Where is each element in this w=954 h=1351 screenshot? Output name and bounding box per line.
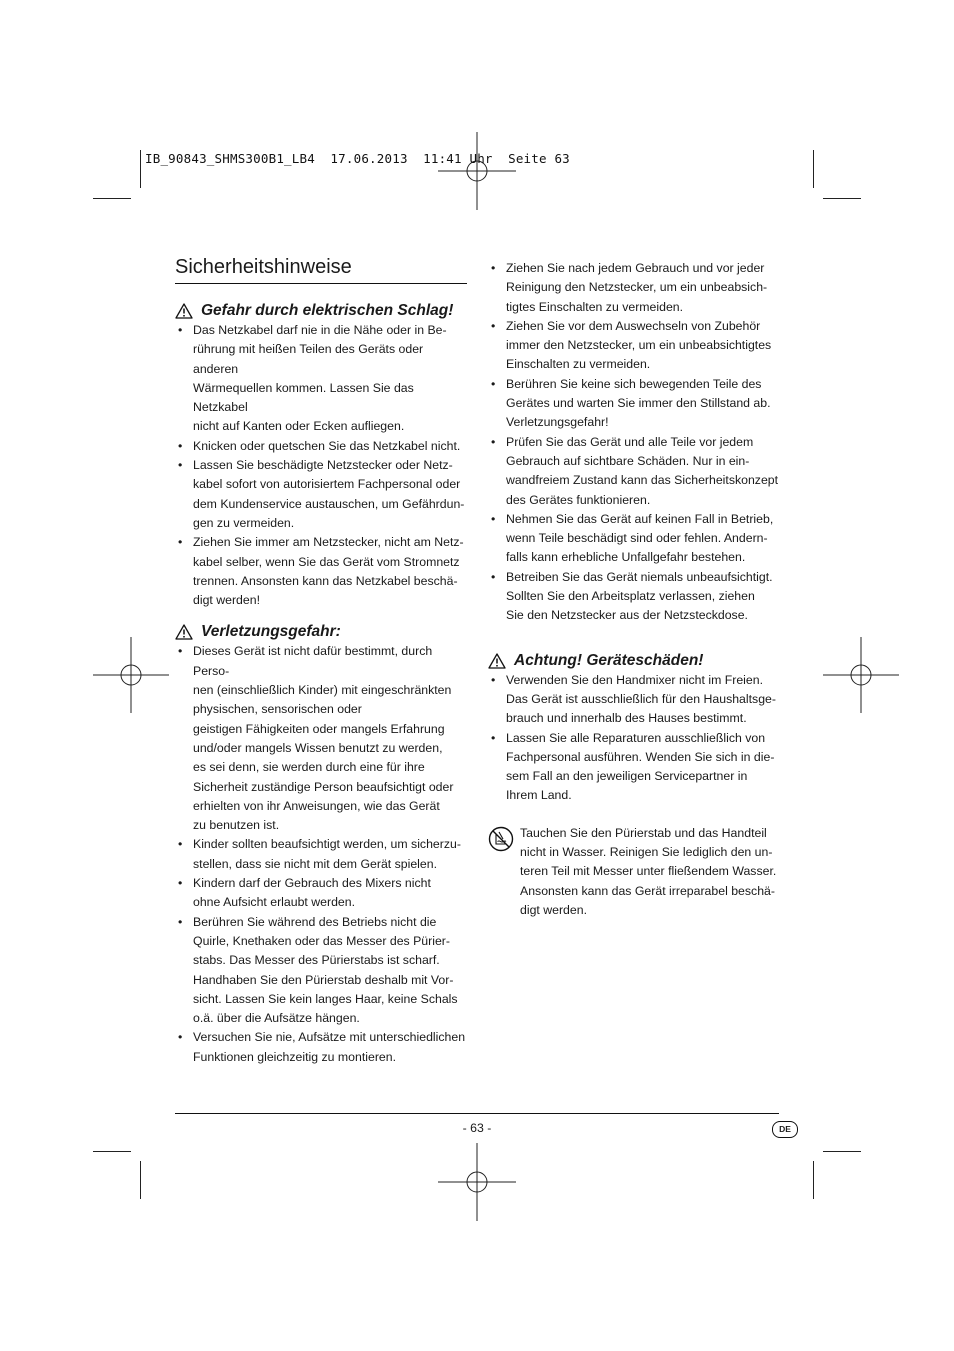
warning-triangle-icon	[175, 303, 193, 319]
list-item: • Ziehen Sie nach jedem Gebrauch und vor jeder Reinigung den Netzstecker, um ein unbeabsich- tigtes Einschalten zu vermeiden.	[488, 259, 780, 317]
page-title: Sicherheitshinweise	[175, 255, 467, 284]
registration-mark-icon	[438, 1143, 516, 1221]
warning-triangle-icon	[175, 624, 193, 640]
registration-mark-icon	[823, 637, 899, 713]
section-heading-text: Achtung! Geräteschäden!	[514, 651, 704, 669]
left-column	[175, 255, 467, 1067]
crop-mark	[140, 1161, 141, 1199]
crop-mark	[823, 198, 861, 199]
list-item: • Dieses Gerät ist nicht dafür bestimmt, durch Perso- nen (einschließlich Kinder) mit eingeschränkten physischen, sensorischen oder geistigen Fähigkeiten oder mangels Erfahrung und/oder mangels Wissen benutzt zu werden, es sei denn, sie werden durch eine für ihre Sicherheit zuständige Person beaufsichtigt oder erhielten von ihr Anweisungen, wie das Gerät zu benutzen ist.	[175, 642, 467, 835]
list-injury	[175, 642, 467, 1067]
crop-mark	[813, 150, 814, 188]
list-electric-shock	[175, 321, 467, 610]
list-item: • Betreiben Sie das Gerät niemals unbeaufsichtigt. Sollten Sie den Arbeitsplatz verlassen, ziehen Sie den Netzstecker aus der Netzsteckdose.	[488, 568, 780, 626]
footer-rule	[175, 1113, 779, 1114]
list-item: • Prüfen Sie das Gerät und alle Teile vor jedem Gebrauch auf sichtbare Schäden. Nur in ein- wandfreiem Zustand kann das Sicherheitskonzept des Gerätes funktionieren.	[488, 433, 780, 510]
page-number: - 63 -	[462, 1121, 492, 1135]
list-device-damage	[488, 671, 780, 806]
warning-triangle-icon	[488, 653, 506, 669]
print-slug: IB_90843_SHMS300B1_LB4 17.06.2013 11:41 Uhr Seite 63	[145, 151, 570, 166]
list-general	[488, 259, 780, 626]
no-water-immersion-icon	[488, 826, 514, 852]
registration-mark-icon	[438, 132, 516, 210]
section-heading-text: Gefahr durch elektrischen Schlag!	[201, 302, 454, 319]
list-item: • Berühren Sie keine sich bewegenden Teile des Gerätes und warten Sie immer den Stillstand ab. Verletzungsgefahr!	[488, 375, 780, 433]
list-item: • Kinder sollten beaufsichtigt werden, um sicherzu- stellen, dass sie nicht mit dem Gerät spielen.	[175, 835, 467, 874]
list-item: • Verwenden Sie den Handmixer nicht im Freien. Das Gerät ist ausschließlich für den Haushaltsge- brauch und innerhalb des Hauses bestimmt.	[488, 671, 780, 729]
list-item: • Berühren Sie während des Betriebs nicht die Quirle, Knethaken oder das Messer des Pürier- stabs. Das Messer des Pürierstabs ist scharf. Handhaben Sie den Pürierstab deshalb mit Vor- sicht. Lassen Sie kein langes Haar, keine Schals o.ä. über die Aufsätze hängen.	[175, 913, 467, 1029]
list-item: • Lassen Sie beschädigte Netzstecker oder Netz- kabel sofort von autorisiertem Fachpersonal oder dem Kundenservice austauschen, um Gefährdun- gen zu vermeiden.	[175, 456, 467, 533]
section-heading-text: Verletzungsgefahr:	[201, 623, 341, 641]
list-item: • Ziehen Sie vor dem Auswechseln von Zubehör immer den Netzstecker, um ein unbeabsichtigtes Einschalten zu vermeiden.	[488, 317, 780, 375]
section-heading-injury	[175, 622, 467, 642]
crop-mark	[93, 198, 131, 199]
crop-mark	[823, 1151, 861, 1152]
note-text: Tauchen Sie den Pürierstab und das Handteil nicht in Wasser. Reinigen Sie lediglich den un- teren Teil mit Messer unter fließendem Wasser. Ansonsten kann das Gerät irreparabel beschä- digt werden.	[520, 825, 777, 917]
no-water-note	[488, 824, 780, 920]
list-item: • Versuchen Sie nie, Aufsätze mit unterschiedlichen Funktionen gleichzeitig zu montieren.	[175, 1028, 467, 1067]
list-item: • Knicken oder quetschen Sie das Netzkabel nicht.	[175, 437, 467, 456]
section-heading-electric-shock	[175, 301, 467, 321]
crop-mark	[93, 1151, 131, 1152]
list-item: • Kindern darf der Gebrauch des Mixers nicht ohne Aufsicht erlaubt werden.	[175, 874, 467, 913]
right-column	[488, 259, 780, 920]
registration-mark-icon	[93, 637, 169, 713]
list-item: • Lassen Sie alle Reparaturen ausschließlich von Fachpersonal ausführen. Wenden Sie sich in die- sem Fall an den jeweiligen Servicepartner in Ihrem Land.	[488, 729, 780, 806]
list-item: • Ziehen Sie immer am Netzstecker, nicht am Netz- kabel selber, wenn Sie das Gerät vom Stromnetz trennen. Ansonsten kann das Netzkabel beschä- digt werden!	[175, 533, 467, 610]
section-heading-device-damage	[488, 651, 780, 671]
crop-mark	[813, 1161, 814, 1199]
crop-mark	[140, 150, 141, 188]
list-item: • Nehmen Sie das Gerät auf keinen Fall in Betrieb, wenn Teile beschädigt sind oder fehlen. Andern- falls kann erhebliche Unfallgefahr bestehen.	[488, 510, 780, 568]
list-item: • Das Netzkabel darf nie in die Nähe oder in Be- rührung mit heißen Teilen des Geräts oder anderen Wärmequellen kommen. Lassen Sie das Netzkabel nicht auf Kanten oder Ecken aufliegen.	[175, 321, 467, 437]
language-badge: DE	[772, 1121, 798, 1138]
